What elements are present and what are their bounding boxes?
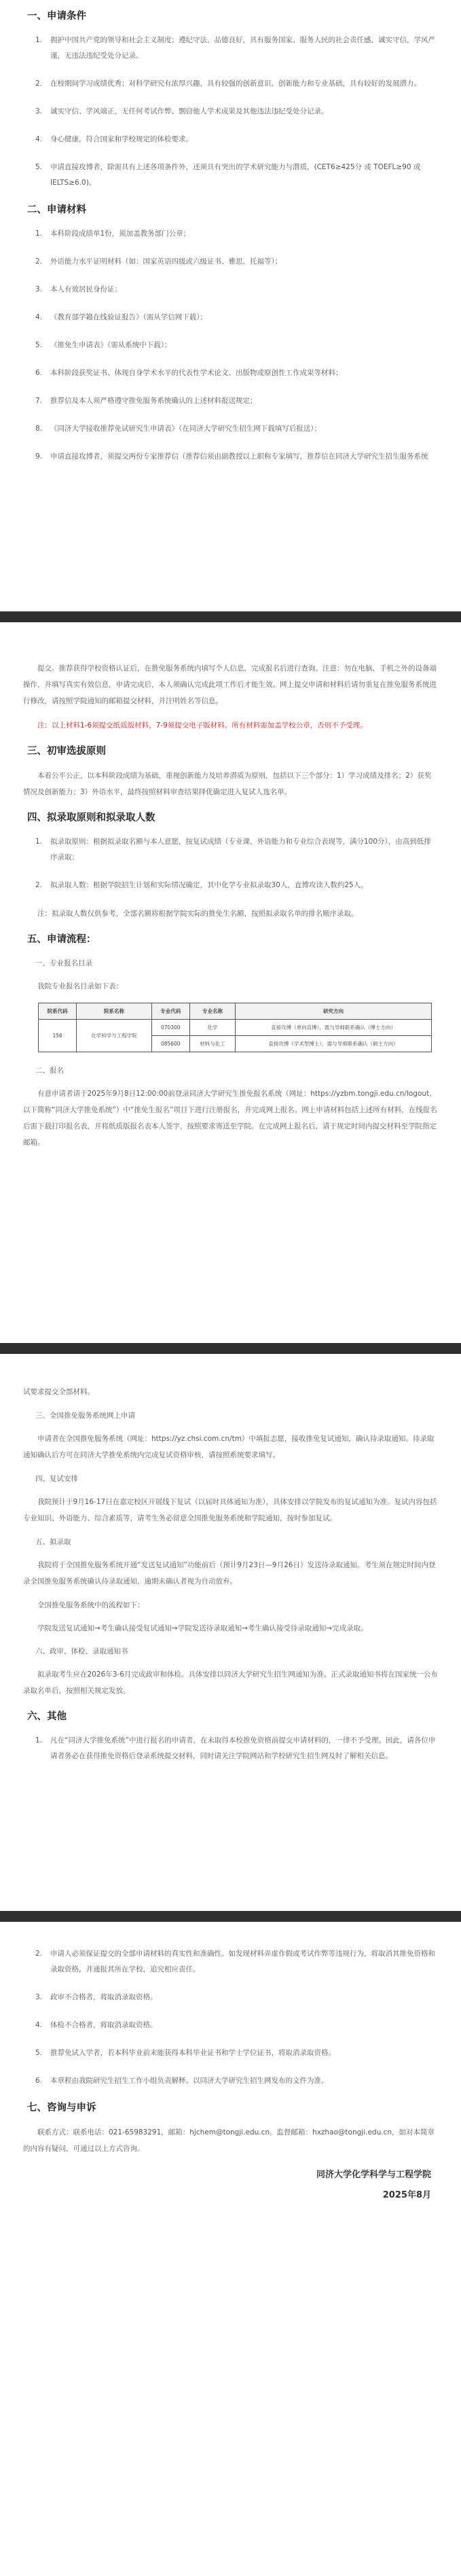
list-item: 1. 本科阶段成绩单1份，须加盖教务部门公章； (35, 230, 191, 238)
section-title-5: 五、申请流程： (27, 934, 96, 945)
subsection-title: 三、全国推免服务系统网上申请 (35, 1412, 135, 1420)
admission-note: 注：拟录取人数仅供参考，全部名额将根据学院实际的推免生名额，按照拟录取名单的排名顺序录取。 (37, 910, 358, 918)
offer-text: 我院将于全国推免服务系统开通“发送复试通知”功能前后（预计9月23日—9月26日）发送待录取通知。考生须在规定时间内登录全国推免服务系统确认待录取通知，逾期未确认者视为自动放弃。 (23, 1561, 436, 1586)
contact-text: 联系方式：联系电话：021-65983291，邮箱：hjchem@tongji.edu.cn。监督邮箱：hxzhao@tongji.edu.cn，如对本简章的内容有疑问，可通过以上方式咨询。 (23, 2128, 435, 2153)
list-item: 4. 身心健康，符合国家和学校规定的体检要求。 (35, 135, 193, 143)
page-2 (0, 622, 461, 1343)
list-item: 6. 本章程由我院研究生招生工作小组负责解释。以同济大学研究生招生网发布的文件为准。 (35, 2077, 329, 2085)
section-title-1: 一、申请条件 (27, 11, 86, 22)
list-item: 3. 政审不合格者，将取消录取资格。 (35, 1993, 158, 2001)
other-list-2 (23, 1946, 438, 2089)
list-item: 7. 推荐信及本人须严格遵守推免服务系统确认的上述材料报送规定； (35, 397, 257, 405)
list-item: 1. 拥护中国共产党的领导和社会主义制度；遵纪守法，品德良好，具有服务国家、服务人民的社会责任感，诚实守信，学风严谨，无违法违纪受处分记录。 (35, 36, 435, 60)
other-list-1 (23, 1733, 438, 1764)
page-3 (0, 1354, 461, 1911)
list-item: 3. 本人有效居民身份证； (35, 285, 122, 293)
materials-continued: 提交。推荐获得学校资格认证后，在推免服务系统内填写个人信息，完成报名后进行查询。注意：勿在电脑、手机之外的设备端操作，并填写真实有效信息，申请完成后，本人须确认完成此项工作后才能生效。网上提交申请和材料后请勿重复在推免服务系统进行修改，请按照学院通知的邮箱提交材料，并注明姓名等信息。 (23, 664, 437, 705)
list-item: 2. 外语能力水平证明材料（如：国家英语四级或六级证书、雅思、托福等）； (35, 257, 282, 266)
list-item: 2. 拟录取人数：根据学院招生计划和实际情况确定，其中化学专业拟录取30人，直博攻读人数约25人。 (35, 881, 368, 889)
program-table (38, 1003, 432, 1052)
registration-text: 有意申请者请于2025年9月8日12:00:00前登录同济大学研究生推免报名系统（网址：https://yzbm.tongji.edu.cn/logout，以下简称“同济大学推免系统”）中“推免生报名”项目下进行注册报名，并完成网上报名。网上申请材料包括上述所有材料，在线报名后需下载打印报名表，并将纸质版报名表本人签字，按照要求寄送至学院。在完成网上报名后，请于规定时间内提交材料至学院指定邮箱。 (23, 1090, 437, 1147)
list-item: 2. 在校期间学习成绩优秀；对科学研究有浓厚兴趣，具有较强的创新意识、创新能力和专业基础，具有较好的发展潜力。 (35, 79, 421, 88)
subsection-title: 一、专业报名目录 (35, 959, 92, 967)
table-header-row: 院系代码 院系名称 专业代码 专业名称 研究方向 (39, 1003, 432, 1020)
table-row: 156 化学科学与工程学院 070300 化学 直接攻博（单向直博），需与导师联系确认（博士方向） (39, 1020, 432, 1036)
list-item: 5. 《推免生申请表》（需从系统中下载）； (35, 341, 172, 349)
flow-title: 全国推免服务系统中的流程如下： (37, 1601, 145, 1609)
section-title-6: 六、其他 (27, 1711, 67, 1722)
chsi-text: 申请者在全国推免服务系统（网址：https://yz.chsi.com.cn/tm）中填报志愿，接收推免复试通知，确认待录取通知。待录取通知确认后方可在同济大学推免系统内完成复试资格审核，请按照系统要求填写。 (23, 1435, 435, 1459)
list-item: 2. 申请人必须保证提交的全部申请材料的真实性和准确性。如发现材料弄虚作假或考试作弊等违规行为，将取消其推免资格和录取资格，并通报其所在学校，追究相应责任。 (35, 1950, 435, 1973)
subsection-title: 六、政审、体检、录取通知书 (35, 1647, 128, 1656)
page-divider (0, 1343, 461, 1354)
section-title-2: 二、申请材料 (27, 204, 86, 215)
subsection-title: 五、拟录取 (35, 1538, 71, 1546)
signature-date: 2025年8月 (382, 2190, 431, 2200)
page-1 (0, 0, 461, 611)
interview-text: 我院预计于9月16-17日在嘉定校区开展线下复试（以届时具体通知为准），具体安排以学院发布的复试通知为准。复试内容包括专业知识、外语能力、综合素质等，请考生务必留意全国推免服务系统和学院通知，按时参加复试。 (23, 1498, 437, 1522)
list-item: 8. 《同济大学接收推荐免试研究生申请表》（在同济大学研究生招生网下载填写后报送）； (35, 425, 321, 433)
list-item: 5. 申请直接攻博者，除需具有上述各项条件外，还须具有突出的学术研究能力与潜质，(CET6≥425分 或 TOEFL≥90 或 IELTS≥6.0)。 (35, 163, 421, 187)
list-item: 4. 《教育部学籍在线验证报告》（需从学信网下载）； (35, 313, 207, 321)
signature-org: 同济大学化学科学与工程学院 (316, 2170, 431, 2180)
table-row: 085600 材料与化工 直接攻博（学术型博士），需与导师联系确认（硕士方向） (39, 1036, 432, 1052)
page-divider (0, 1911, 461, 1922)
list-item: 1. 拟录取原则：根据拟录取名额与本人意愿，按复试成绩（专业课、外语能力和专业综合表现等，满分100分），由高到低排序录取； (35, 838, 431, 861)
page-divider (0, 611, 461, 622)
review-text: 拟录取考生应在2026年3-6月完成政审和体检。具体安排以同济大学研究生招生网通知为准。正式录取通知书将在国家统一公布录取名单后，按照相关规定发放。 (23, 1670, 438, 1695)
list-item: 3. 诚实守信、学风端正，无任何考试作弊、剽窃他人学术成果及其他违法违纪受处分记录。 (35, 107, 329, 115)
selection-principle: 本着公平公正，以本科阶段成绩为基础，重视创新能力及培养潜质为原则，包括以下三个部分：1）学习成绩及排名；2）获奖情况及创新能力；3）外语水平，最终按照材料审查结果择优确定进入复试人选名单。 (23, 772, 432, 796)
subsection-title: 四、复试安排 (35, 1475, 78, 1483)
section-title-3: 三、初审选拔原则 (27, 746, 106, 757)
subsection-title: 二、报名 (35, 1067, 64, 1075)
list-item: 6. 本科阶段获奖证书、体现自身学术水平的代表性学术论文、出版物或原创性工作成果等材料； (35, 369, 343, 377)
materials-list (23, 226, 438, 465)
page-4 (0, 1922, 461, 2576)
list-item: 1. 凡在“同济大学推免系统”中进行报名的申请者，在未取得本校推免资格前提交申请材料的，一律不予受理。因此，请各位申请者务必在获得推免资格后登录系统提交材料，同时请关注学院网站和学校研究生招生网及时了解相关信息。 (35, 1736, 436, 1760)
list-item: 5. 推荐免试入学者，若本科毕业前未能获得本科毕业证书和学士学位证书，将取消录取资格。 (35, 2049, 335, 2057)
section-title-7: 七、咨询与申诉 (27, 2103, 96, 2113)
admission-list (23, 834, 438, 893)
flow-steps: 学院发送复试通知→考生确认接受复试通知→学院发送待录取通知→考生确认接受待录取通知→完成录取。 (37, 1624, 368, 1632)
list-item: 4. 体检不合格者，将取消录取资格。 (35, 2021, 158, 2029)
materials-note: 注：以上材料1-6须提交纸质版材料，7-9须提交电子版材料。所有材料需加盖学校公章，否则不予受理。 (37, 721, 367, 730)
list-item: 9. 申请直接攻博者，须提交两份专家推荐信（推荐信须由副教授以上职称专家填写，推荐信在同济大学研究生招生服务系统 (35, 452, 428, 461)
catalog-intro: 我院专业报名目录如下表： (37, 982, 123, 990)
registration-continued: 试要求提交全部材料。 (23, 1388, 94, 1396)
conditions-list (23, 33, 438, 191)
section-title-4: 四、拟录取原则和拟录取人数 (27, 812, 155, 823)
